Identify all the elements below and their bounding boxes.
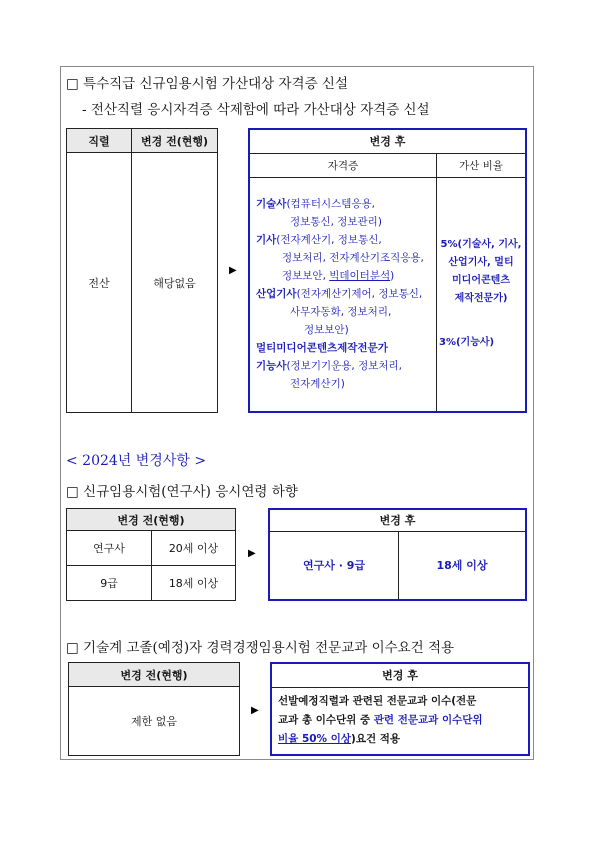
section1-heading: □ 특수직급 신규임용시험 가산대상 자격증 신설: [66, 76, 348, 92]
section3-after-table: [270, 662, 530, 756]
section2-heading: □ 신규임용시험(연구사) 응시연령 하향: [66, 484, 298, 500]
section2-title: < 2024년 변경사항 >: [66, 453, 207, 469]
s3-after-cell: 선발예정직렬과 관련된 전문교과 이수(전문 교과 총 이수단위 중 관련 전문교과 이수단위 비율 50% 이상)요건 적용: [271, 687, 529, 755]
section1-after-table: [248, 128, 527, 413]
s3-header-before: 변경 전(현행): [69, 663, 240, 687]
arrow-icon-2: ▶: [248, 548, 256, 559]
arrow-icon: ▶: [229, 265, 237, 276]
s2-after-grade: 연구사 · 9급: [269, 531, 399, 600]
s2-header-before: 변경 전(현행): [67, 509, 236, 531]
header-rate: 가산 비율: [437, 153, 527, 177]
cert-list: 기술사(컴퓨터시스템응용, 정보통신, 정보관리) 기사(전자계산기, 정보통신, 정보처리, 전자계산기조직응용, 정보보안, 빅데이터분석) 산업기사(전자계산기제어, 정보통신, 사무자동화, 정보처리, 정보보안) 멀티미디어콘텐츠제작전문가 기능사(정보기기운용, 정보처리, 전자계산기): [249, 177, 437, 412]
header-before: 변경 전(현행): [132, 129, 218, 153]
section2-before-table: [66, 508, 236, 601]
arrow-icon-3: ▶: [251, 705, 259, 716]
job-cell: 전산: [67, 153, 132, 413]
s2-grade-2: 9급: [67, 566, 152, 601]
section3-heading: □ 기술계 고졸(예정)자 경력경쟁임용시험 전문교과 이수요건 적용: [66, 640, 455, 656]
section2-after-table: [268, 508, 527, 601]
s3-header-after: 변경 후: [271, 663, 529, 687]
s3-before-cell: 제한 없음: [69, 687, 240, 756]
before-cell: 해당없음: [132, 153, 218, 413]
header-job: 직렬: [67, 129, 132, 153]
section1-subheading: - 전산직렬 응시자격증 삭제함에 따라 가산대상 자격증 신설: [82, 102, 430, 118]
s2-header-after: 변경 후: [269, 509, 526, 531]
header-cert: 자격증: [249, 153, 437, 177]
s2-grade-1: 연구사: [67, 531, 152, 566]
section3-before-table: [68, 662, 240, 756]
s2-age-2: 18세 이상: [152, 566, 236, 601]
rate-cell: 5%(기술사, 기사, 산업기사, 멀티 미디어콘텐츠 제작전문가) 3%(기능사): [437, 177, 527, 412]
s2-after-age: 18세 이상: [399, 531, 527, 600]
section1-before-table: [66, 128, 218, 413]
s2-age-1: 20세 이상: [152, 531, 236, 566]
header-after: 변경 후: [249, 129, 526, 153]
